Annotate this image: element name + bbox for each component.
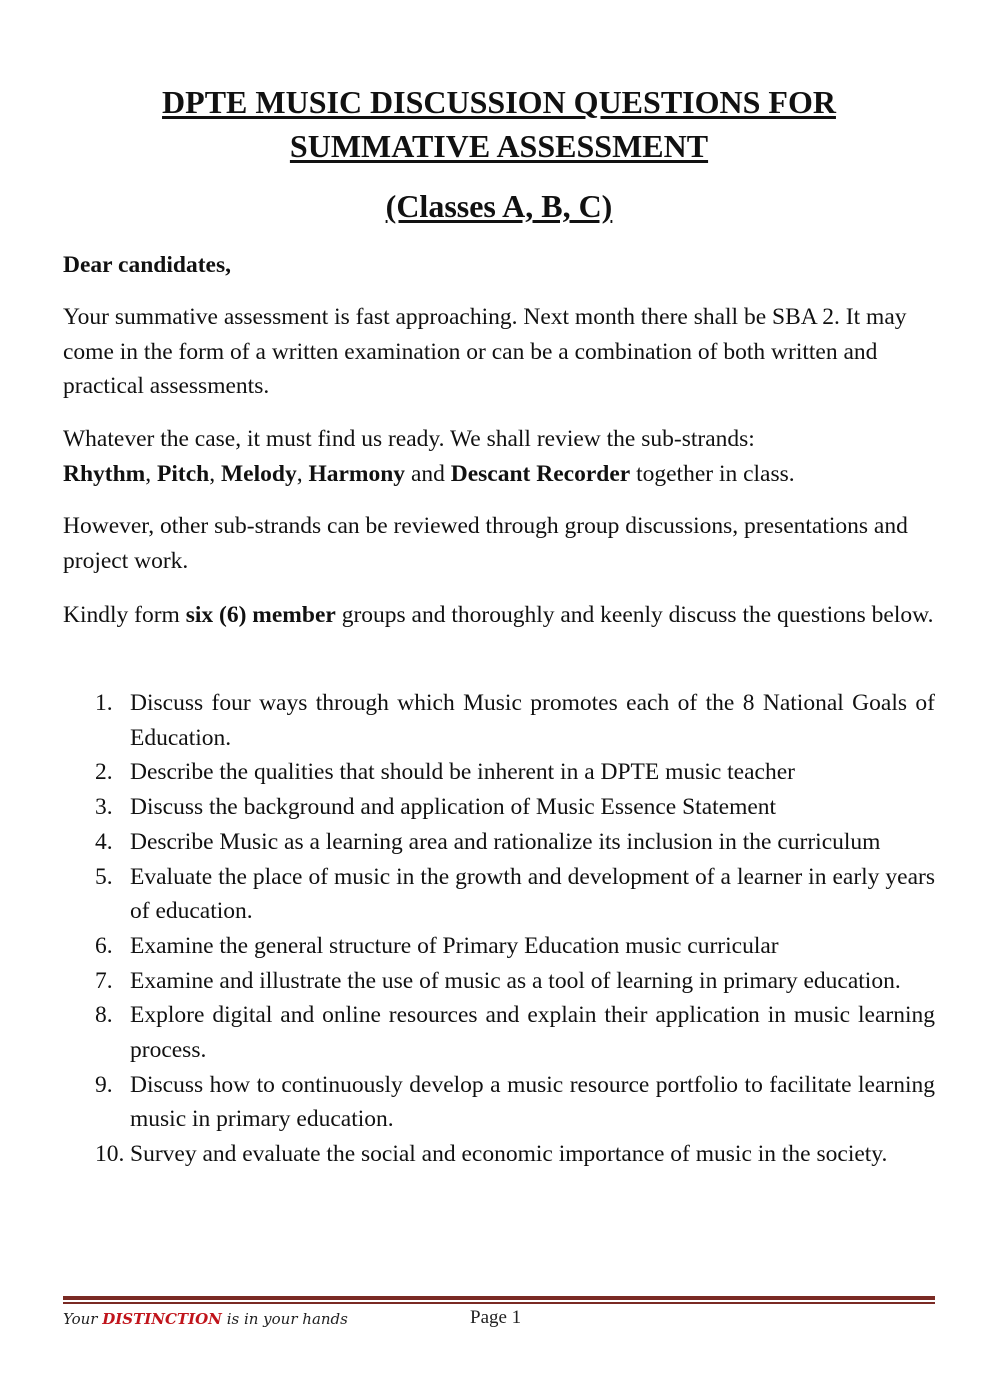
question-number: 8. <box>95 1002 113 1029</box>
question-text: Examine and illustrate the use of music as a tool of learning in primary education. <box>130 967 901 994</box>
sub-strand-pitch: Pitch <box>157 460 210 487</box>
question-number: 5. <box>95 863 113 890</box>
question-text: Discuss four ways through which Music promotes each of the 8 National Goals of Education. <box>130 690 935 751</box>
question-text: Survey and evaluate the social and economic importance of music in the society. <box>130 1141 888 1168</box>
question-number: 9. <box>95 1071 113 1098</box>
list-item <box>63 929 935 964</box>
paragraph-instructions: Kindly form six (6) member groups and thoroughly and keenly discuss the questions below. <box>63 602 934 628</box>
footer-divider <box>63 1296 935 1300</box>
question-text: Discuss the background and application of Music Essence Statement <box>130 794 777 821</box>
list-item <box>63 998 935 1067</box>
list-item <box>63 964 935 999</box>
question-text: Describe Music as a learning area and rationalize its inclusion in the curriculum <box>130 828 881 855</box>
question-text: Examine the general structure of Primary Education music curricular <box>130 932 779 959</box>
document-subtitle: (Classes A, B, C) <box>385 188 613 224</box>
list-item <box>63 1137 935 1172</box>
page-number: Page 1 <box>470 1307 522 1328</box>
list-item <box>63 1068 935 1137</box>
question-number: 1. <box>95 690 113 716</box>
question-text: Explore digital and online resources and explain their application in music learning process. <box>130 1002 935 1064</box>
paragraph-intro: Your summative assessment is fast approaching. Next month there shall be SBA 2. It may come in the form of a written examination or can be a combination of both written and practical assessments. <box>63 304 907 399</box>
list-item <box>63 790 935 825</box>
question-number: 2. <box>95 759 113 786</box>
sub-strand-rhythm: Rhythm <box>63 460 146 487</box>
footer-divider-thin <box>63 1302 935 1304</box>
sub-strand-harmony: Harmony <box>308 460 406 487</box>
title-line-2: SUMMATIVE ASSESSMENT <box>289 128 709 164</box>
footer-motto: Your DISTINCTION is in your hands <box>63 1310 348 1328</box>
questions-list <box>63 686 935 1172</box>
sub-strand-descant-recorder: Descant Recorder <box>450 460 631 487</box>
question-text: Describe the qualities that should be inherent in a DPTE music teacher <box>130 759 795 786</box>
question-text: Evaluate the place of music in the growth and development of a learner in early years of education. <box>130 863 935 925</box>
sub-strand-melody: Melody <box>220 460 297 487</box>
list-item <box>63 825 935 860</box>
paragraph-group-work: However, other sub-strands can be reviewed through group discussions, presentations and project work. <box>63 513 908 574</box>
paragraph-sub-strands: Whatever the case, it must find us ready. We shall review the sub-strands: Rhythm, Pitch, Melody, Harmony and Descant Recorder together in class. <box>63 426 795 487</box>
question-number: 3. <box>95 794 113 821</box>
list-item <box>63 686 935 755</box>
list-item <box>63 860 935 929</box>
title-line-1: DPTE MUSIC DISCUSSION QUESTIONS FOR <box>162 84 836 120</box>
group-size-emphasis: six (6) member <box>185 602 336 628</box>
document-title <box>63 80 935 168</box>
question-text: Discuss how to continuously develop a music resource portfolio to facilitate learning music in primary education. <box>130 1071 935 1133</box>
question-number: 7. <box>95 967 113 994</box>
list-item <box>63 755 935 790</box>
question-number: 10. <box>95 1141 125 1168</box>
question-number: 4. <box>95 828 113 855</box>
salutation: Dear candidates, <box>63 252 231 278</box>
sub-strands-intro: Whatever the case, it must find us ready. We shall review the sub-strands: <box>63 426 755 452</box>
footer-motto-accent: DISTINCTION <box>102 1310 222 1328</box>
question-number: 6. <box>95 932 113 959</box>
